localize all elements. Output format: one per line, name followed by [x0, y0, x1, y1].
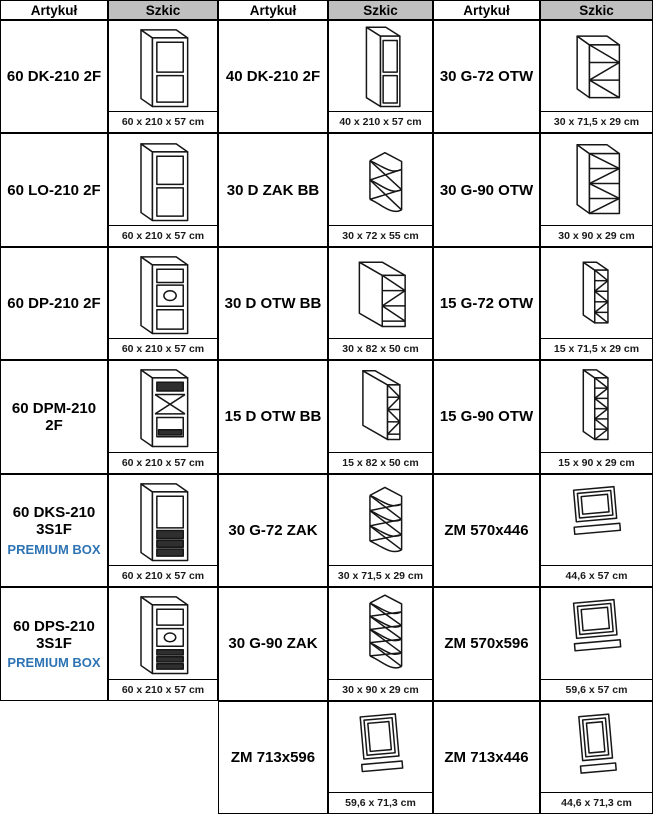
product-sketch-icon — [329, 248, 432, 338]
product-sketch-icon — [329, 134, 432, 224]
sketch-cell — [108, 247, 218, 360]
article-code: 30 G-72 OTW — [439, 68, 534, 86]
article-code: 30 G-90 ZAK — [228, 635, 318, 653]
sketch-cell — [328, 247, 433, 360]
sketch-cell — [540, 133, 653, 246]
product-sketch-icon — [329, 702, 432, 792]
sketch-cell — [108, 20, 218, 133]
dimensions-label: 30 x 71,5 x 29 cm — [329, 565, 432, 586]
article-cell — [433, 20, 540, 133]
dimensions-label: 59,6 x 57 cm — [541, 679, 652, 700]
product-sketch-icon — [329, 588, 432, 678]
product-sketch-icon — [329, 21, 432, 111]
header-szkic-cell: Szkic — [540, 0, 653, 20]
product-sketch-icon — [541, 361, 652, 451]
article-cell — [433, 701, 540, 814]
product-sketch-icon — [541, 475, 652, 565]
dimensions-label: 40 x 210 x 57 cm — [329, 111, 432, 132]
article-code: 60 DP-210 2F — [7, 294, 101, 312]
article-code: ZM 713x446 — [444, 748, 529, 766]
dimensions-label: 15 x 82 x 50 cm — [329, 452, 432, 473]
product-sketch-icon — [329, 361, 432, 451]
sketch-cell — [108, 360, 218, 473]
dimensions-label: 15 x 90 x 29 cm — [541, 452, 652, 473]
article-cell — [433, 360, 540, 473]
sketch-cell — [328, 133, 433, 246]
sketch-cell — [108, 587, 218, 700]
article-cell — [0, 133, 108, 246]
dimensions-label: 60 x 210 x 57 cm — [109, 452, 217, 473]
dimensions-label: 30 x 71,5 x 29 cm — [541, 111, 652, 132]
product-sketch-icon — [109, 361, 217, 451]
article-code: 40 DK-210 2F — [225, 68, 321, 86]
article-cell — [0, 247, 108, 360]
article-cell — [433, 133, 540, 246]
dimensions-label: 60 x 210 x 57 cm — [109, 338, 217, 359]
sketch-cell — [328, 20, 433, 133]
article-code: ZM 570x596 — [444, 635, 529, 653]
dimensions-label: 30 x 82 x 50 cm — [329, 338, 432, 359]
article-cell — [0, 20, 108, 133]
article-code: 60 DK-210 2F — [6, 68, 102, 86]
article-cell — [0, 474, 108, 587]
product-sketch-icon — [109, 21, 217, 111]
product-sketch-icon — [541, 134, 652, 224]
article-cell — [218, 701, 328, 814]
article-code: 30 G-90 OTW — [439, 181, 534, 199]
article-code: 60 DPM-210 2F — [11, 399, 97, 434]
dimensions-label: 44,6 x 71,3 cm — [541, 792, 652, 813]
dimensions-label: 60 x 210 x 57 cm — [109, 225, 217, 246]
sketch-cell — [540, 20, 653, 133]
article-cell — [433, 247, 540, 360]
sketch-cell — [540, 247, 653, 360]
dimensions-label: 30 x 90 x 29 cm — [541, 225, 652, 246]
premium-badge: PREMIUM BOX — [7, 655, 101, 671]
article-cell — [218, 247, 328, 360]
sketch-cell — [540, 587, 653, 700]
article-cell — [218, 133, 328, 246]
product-sketch-icon — [109, 134, 217, 224]
header-artykul-cell: Artykuł — [433, 0, 540, 20]
article-cell — [0, 360, 108, 473]
dimensions-label: 44,6 x 57 cm — [541, 565, 652, 586]
article-cell — [433, 474, 540, 587]
empty-area — [0, 701, 218, 814]
sketch-cell — [328, 360, 433, 473]
sketch-cell — [540, 701, 653, 814]
article-cell — [218, 474, 328, 587]
product-sketch-icon — [109, 248, 217, 338]
article-code: 60 DPS-210 3S1F — [13, 617, 95, 652]
sketch-cell — [328, 474, 433, 587]
article-code: 15 D OTW BB — [224, 408, 322, 426]
header-artykul-cell: Artykuł — [0, 0, 108, 20]
header-artykul-cell: Artykuł — [218, 0, 328, 20]
dimensions-label: 30 x 72 x 55 cm — [329, 225, 432, 246]
premium-badge: PREMIUM BOX — [7, 541, 101, 557]
dimensions-label: 59,6 x 71,3 cm — [329, 792, 432, 813]
article-code: ZM 713x596 — [230, 748, 316, 766]
product-sketch-icon — [541, 588, 652, 678]
article-cell — [218, 20, 328, 133]
article-cell — [218, 587, 328, 700]
product-sketch-icon — [541, 248, 652, 338]
sketch-cell — [108, 133, 218, 246]
product-sketch-icon — [541, 21, 652, 111]
dimensions-label: 30 x 90 x 29 cm — [329, 679, 432, 700]
sketch-cell — [540, 474, 653, 587]
article-code: 15 G-72 OTW — [439, 294, 534, 312]
product-sketch-icon — [329, 475, 432, 565]
dimensions-label: 60 x 210 x 57 cm — [109, 111, 217, 132]
article-code: 30 D ZAK BB — [226, 181, 320, 199]
sketch-cell — [108, 474, 218, 587]
article-cell — [218, 360, 328, 473]
article-code: 60 DKS-210 3S1F — [12, 504, 96, 539]
product-sketch-icon — [541, 702, 652, 792]
dimensions-label: 15 x 71,5 x 29 cm — [541, 338, 652, 359]
sketch-cell — [328, 587, 433, 700]
article-code: 30 G-72 ZAK — [228, 521, 318, 539]
product-sketch-icon — [109, 475, 217, 565]
article-cell — [433, 587, 540, 700]
article-code: ZM 570x446 — [444, 521, 529, 539]
dimensions-label: 60 x 210 x 57 cm — [109, 679, 217, 700]
sketch-cell — [540, 360, 653, 473]
article-code: 15 G-90 OTW — [439, 408, 534, 426]
sketch-cell — [328, 701, 433, 814]
article-cell — [0, 587, 108, 700]
product-sketch-icon — [109, 588, 217, 678]
article-code: 60 LO-210 2F — [7, 181, 101, 199]
article-code: 30 D OTW BB — [224, 294, 322, 312]
header-szkic-cell: Szkic — [108, 0, 218, 20]
header-szkic-cell: Szkic — [328, 0, 433, 20]
dimensions-label: 60 x 210 x 57 cm — [109, 565, 217, 586]
